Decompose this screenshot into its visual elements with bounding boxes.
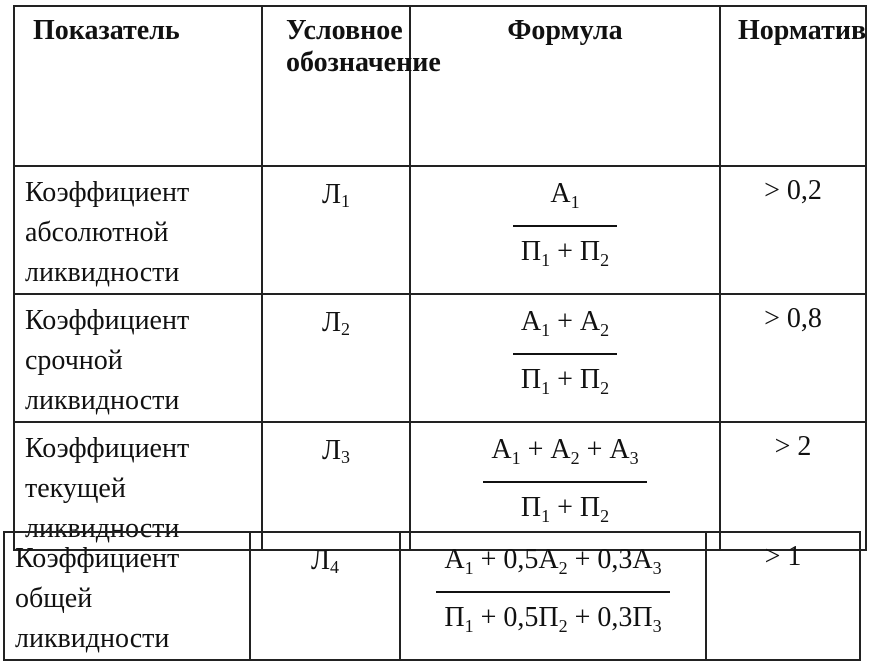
formula-fraction xyxy=(436,541,669,645)
formula-fraction xyxy=(513,303,617,407)
table-row xyxy=(14,166,866,294)
symbol-base: Л xyxy=(311,545,330,576)
symbol-index: 3 xyxy=(341,447,350,467)
symbol-cell xyxy=(262,166,410,294)
liquidity-table xyxy=(13,5,867,551)
symbol-index: 1 xyxy=(341,191,350,211)
header-indicator: Показатель xyxy=(14,6,262,166)
formula-numerator: $А_1 + А_2$ xyxy=(513,303,617,355)
formula-denominator: $П_1 + П_2$ xyxy=(520,236,610,270)
header-row xyxy=(14,6,866,166)
formula-denominator: $П_1 + 0,5П_2 + 0,3П_3$ xyxy=(444,602,662,636)
formula-numerator: $А_1 + А_2 + А_3$ xyxy=(483,431,646,483)
header-symbol: Условное обозначение xyxy=(262,6,410,166)
formula-denominator: $П_1 + П_2$ xyxy=(520,364,610,398)
formula-cell xyxy=(400,532,706,660)
formula-cell xyxy=(410,294,720,422)
indicator-name: Коэффициент текущей ликвидности xyxy=(14,422,262,550)
symbol-index: 2 xyxy=(341,319,350,339)
norm-value: > 0,8 xyxy=(720,294,866,422)
header-formula: Формула xyxy=(410,6,720,166)
symbol-base: Л xyxy=(322,179,341,210)
formula-denominator: $П_1 + П_2$ xyxy=(520,492,610,526)
symbol-cell xyxy=(262,294,410,422)
liquidity-table-last-row xyxy=(3,531,861,661)
indicator-name: Коэффициент срочной ликвидности xyxy=(14,294,262,422)
formula-numerator: $А_1$ xyxy=(513,175,617,227)
header-norm: Норматив xyxy=(720,6,866,166)
table-row xyxy=(14,294,866,422)
indicator-name: Коэффициент абсолютной ликвидности xyxy=(14,166,262,294)
indicator-name: Коэффициент общей ликвидности xyxy=(4,532,250,660)
norm-value: > 2 xyxy=(720,422,866,550)
formula-fraction xyxy=(483,431,646,535)
norm-value: > 0,2 xyxy=(720,166,866,294)
symbol-index: 4 xyxy=(330,557,339,577)
symbol-base: Л xyxy=(322,435,341,466)
formula-cell xyxy=(410,166,720,294)
norm-value: > 1 xyxy=(706,532,860,660)
symbol-cell xyxy=(250,532,400,660)
formula-fraction xyxy=(513,175,617,279)
table-row xyxy=(4,532,860,660)
symbol-base: Л xyxy=(322,307,341,338)
formula-numerator: $А_1 + 0,5А_2 + 0,3А_3$ xyxy=(436,541,669,593)
